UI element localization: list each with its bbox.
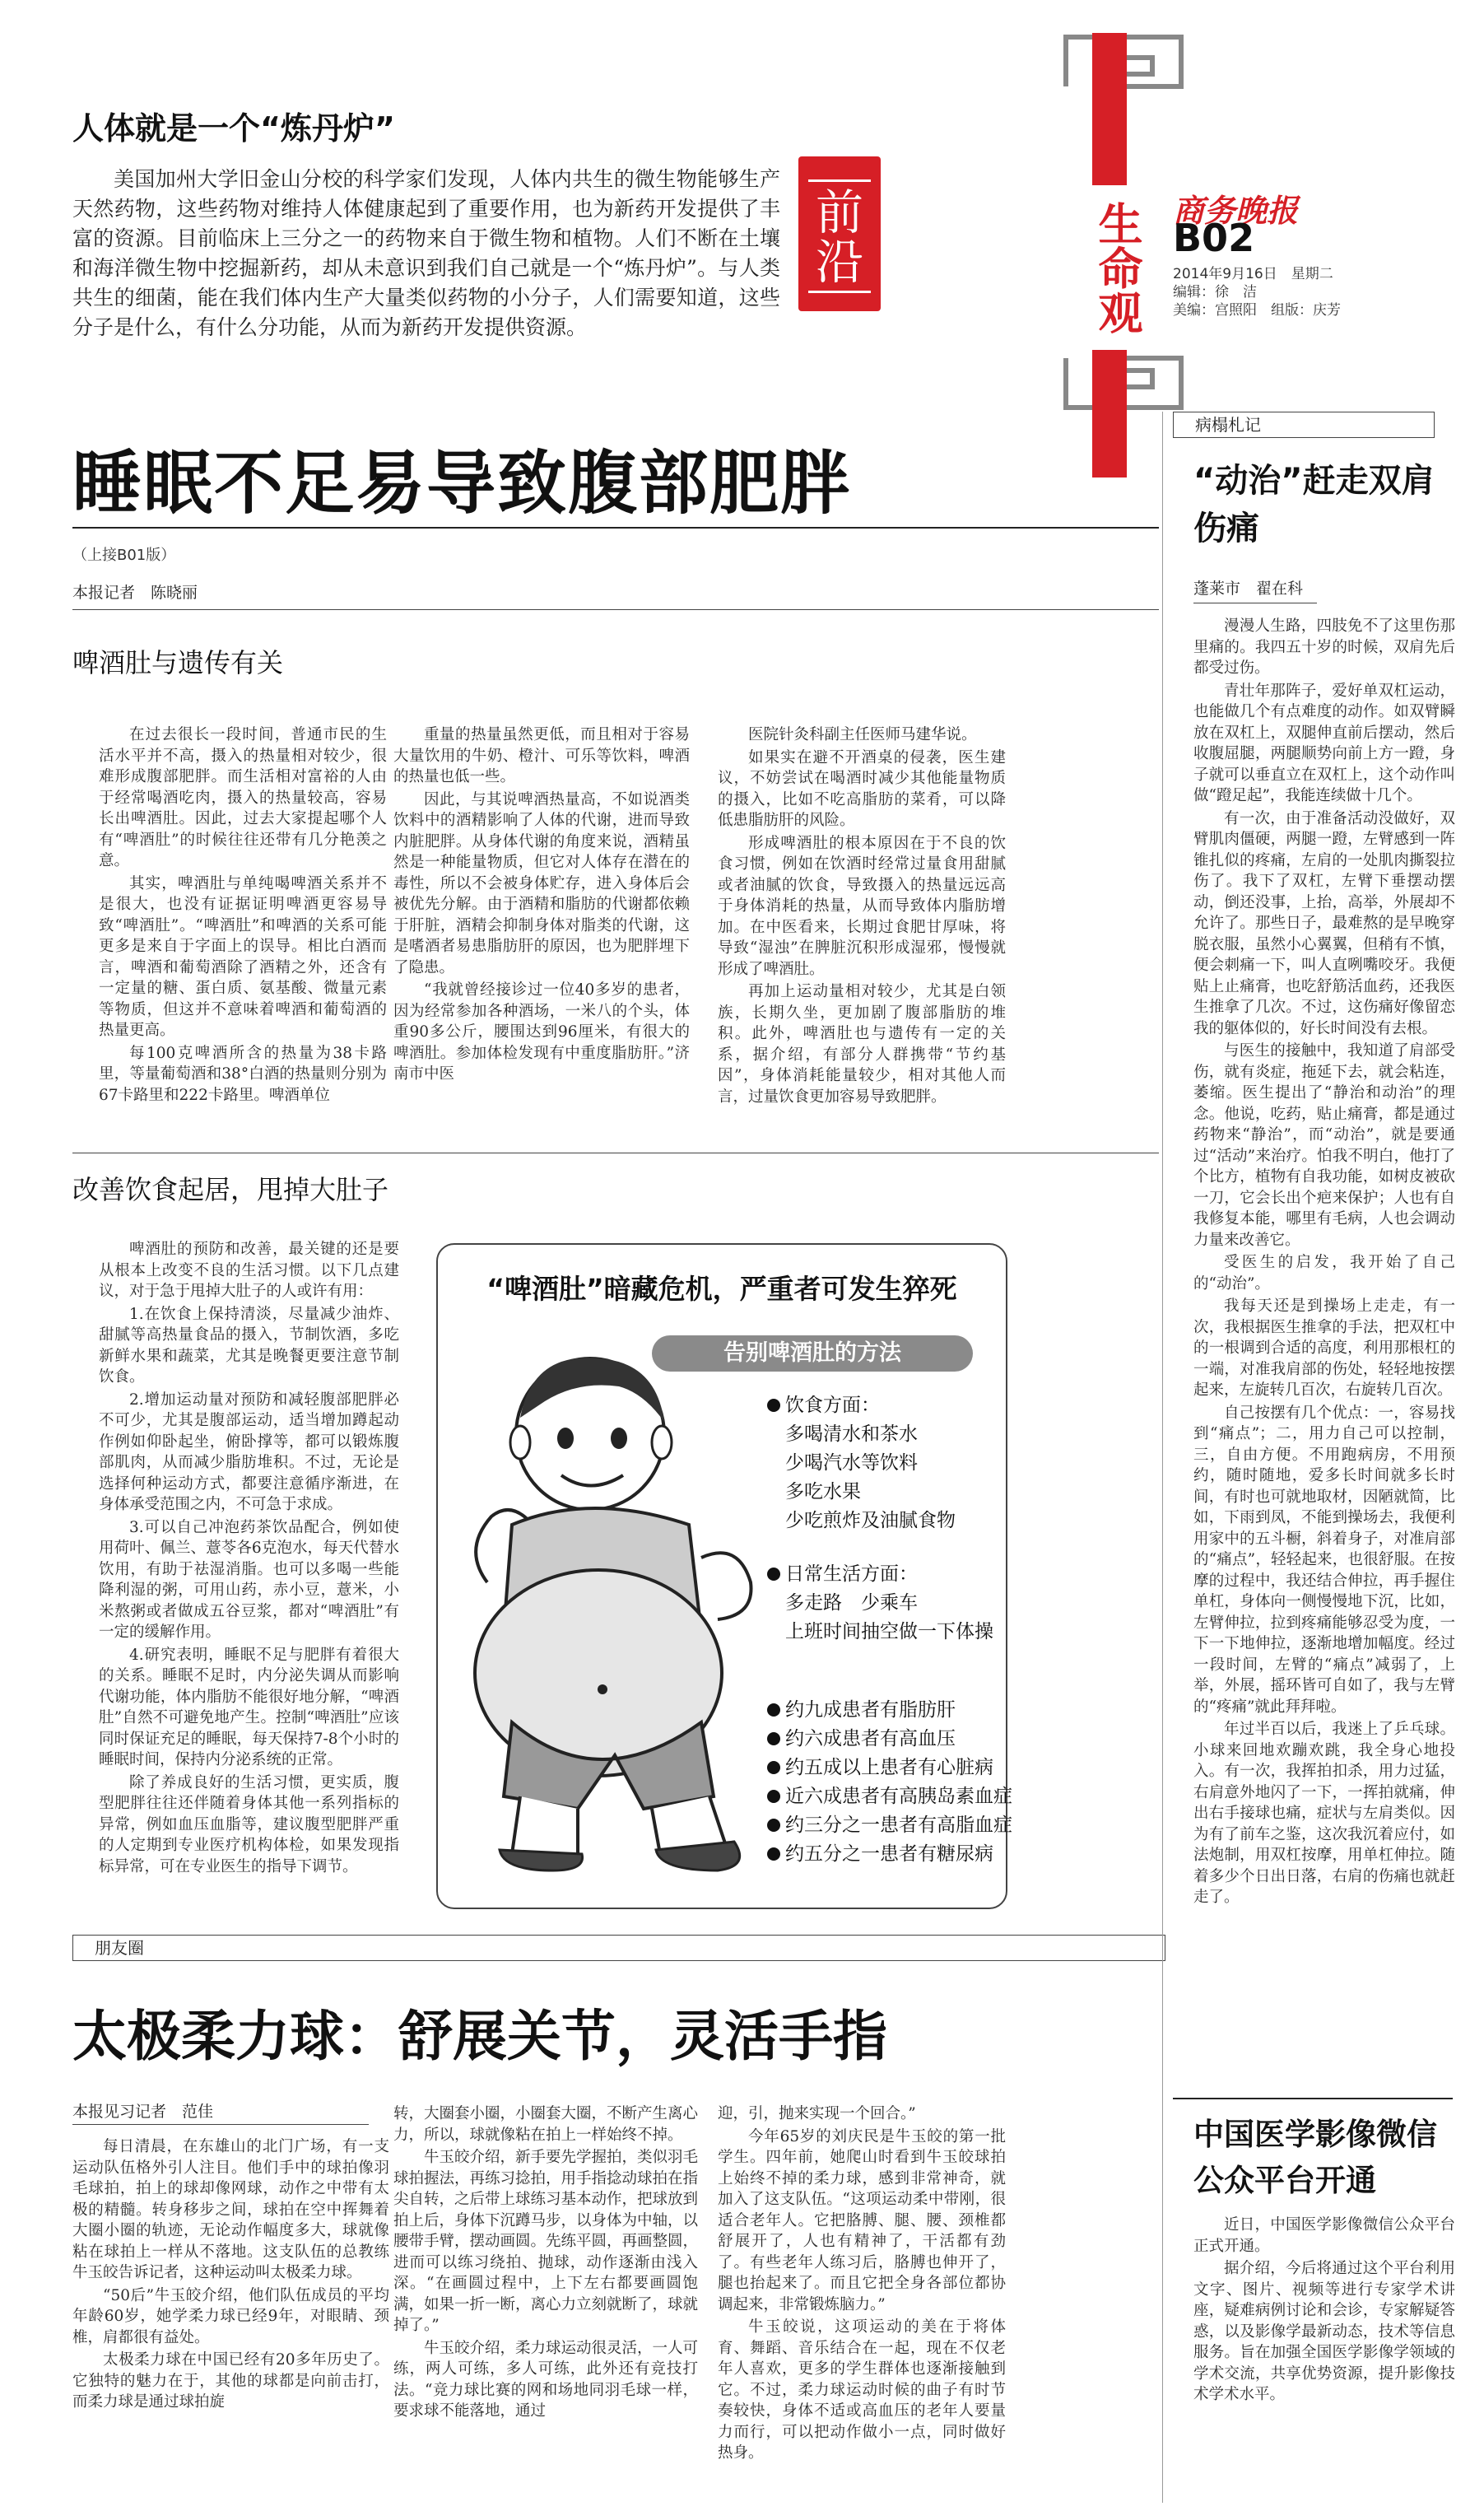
issue-date: 2014年9月16日 星期二: [1173, 266, 1333, 282]
article-column-3: [718, 724, 1006, 1153]
paragraph: 受医生的启发，我开始了自己的“动治”。: [1193, 1254, 1455, 1293]
risk-item: 约三分之一患者有高脂血症: [767, 1813, 1012, 1838]
paragraph: 自己按摆有几个优点：一，容易找到“痛点”；二，用力自己可以控制，三，自由方便。不用跑病房，不用预约，随时随地，爱多长时间就多长时间，有时也可就地取材，因陋就简，比如，下雨到凤，不能到操场去，我便利用家中的五斗橱，斜着身子，对准肩部的“痛点”，轻轻起来，也很舒服。在按摩的过程中，我还结合伸拉，再手握住单杠，身体向一侧慢慢地下沉，比如，左臂伸拉，拉到疼痛能够忍受为度，一下一下地伸拉，逐渐地增加幅度。经过一段时间，左臂的“痛点”减弱了，上举，外展，摇环皆可自如了，我与左臂的“疼痛”就此拜拜啦。: [1193, 1404, 1455, 1716]
byline-rule: [72, 609, 1159, 610]
taiji-column-2: [393, 2103, 698, 2499]
news-text: [1193, 2215, 1455, 2495]
infographic-pill: 告别啤酒肚的方法: [652, 1335, 973, 1372]
taiji-column-3: [718, 2103, 1006, 2499]
right-byline: 蓬莱市 翟在科: [1193, 580, 1304, 598]
paragraph: “50后”牛玉皎介绍，他们队伍成员的平均年龄60岁，她学柔力球已经9年，对眼睛、颈椎，肩都很有益处。: [72, 2286, 389, 2346]
right-headline: [1193, 457, 1440, 552]
paragraph: 每100克啤酒所含的热量为38卡路里，等量葡萄酒和38°白酒的热量则分别为67卡路里和222卡路里。啤酒单位: [99, 1044, 387, 1104]
paragraph: 转，大圈套小圈，小圈套大圈，不断产生离心力，所以，球就像粘在拍上一样始终不掉。: [393, 2105, 698, 2144]
article-column-4: [99, 1239, 399, 1914]
paragraph: 迎，引，抛来实现一个回合。”: [718, 2105, 916, 2122]
section-name: 生命观: [1085, 185, 1142, 350]
infographic-box: [436, 1243, 1012, 1909]
paragraph: 每日清晨，在东雄山的北门广场，有一支运动队伍格外引人注目。他们手中的球拍像羽毛球拍，拍上的球却像网球，动作之中带有太极的精髓。转身移步之间，球拍在空中挥舞着大圈小圈的轨迹，无论动作幅度多大，球就像粘在球拍上一样从不落地。这支队伍的总教练牛玉皎告诉记者，这种运动叫太极柔力球。: [72, 2138, 389, 2281]
intro-paragraph: 美国加州大学旧金山分校的科学家们发现，人体内共生的微生物能够生产天然药物，这些药物对维持人体健康起到了重要作用，也为新药开发提供了丰富的资源。目前临床上三分之一的药物来自于微生物和植物。人们不断在土壤和海洋微生物中挖掘新药，却从未意识到我们自己就是一个“炼丹炉”。与人类共生的细菌，能在我们体内生产大量类似药物的小分子，人们需要知道，这些分子是什么，有什么分功能，从而为新药开发提供资源。: [72, 167, 780, 339]
paragraph: 牛玉皎介绍，新手要先学握拍，类似羽毛球拍握法，再练习捻拍，用手指捻动球拍在指尖自转，之后带上球练习基本动作，把球放到拍上后，身体下沉蹲马步，以身体为中轴，以腰带手臂，摆动画圆。先练平圆，再画整圆，进而可以练习绕拍、抛球，动作逐渐由浅入深。“在画圆过程中，上下左右都要画圆饱满，如果一折一断，离心力立刻就断了，球就掉了。”: [393, 2149, 698, 2334]
diet-item: 多吃水果: [785, 1481, 861, 1502]
life-item: 多走路 少乘车: [785, 1592, 918, 1614]
taiji-headline: 太极柔力球：舒展关节，灵活手指: [72, 2005, 887, 2068]
paragraph: 牛玉皎介绍，柔力球运动很灵活，一人可练，两人可练，多人可练，此外还有竞技打法。“竞力球比赛的网和场地同羽毛球一样，要求球不能落地，通过: [393, 2339, 698, 2420]
right-news-rule: [1173, 2098, 1453, 2099]
news-headline-text: 中国医学影像微信公众平台开通: [1193, 2117, 1437, 2198]
paragraph: 1.在饮食上保持清淡，尽量减少油炸、甜腻等高热量食品的摄入，节制饮酒，多吃新鲜水果和蔬菜，尤其是晚餐更要注意节制饮食。: [99, 1305, 399, 1386]
diet-item: 少吃煎炸及油腻食物: [785, 1510, 956, 1531]
paragraph: “我就曾经接诊过一位40多岁的患者，因为经常参加各种酒场，一米八的个头，体重90多公斤，腰围达到96厘米，有很大的啤酒肚。参加体检发现有中重度脂肪肝。”济南市中医: [393, 981, 690, 1083]
paragraph: 我每天还是到操场上走走，有一次，我根据医生推拿的手法，把双杠中的一根调到合适的高度，利用那根杠的一端，对准我肩部的伤处，轻轻地按摆起来，左旋转几百次，右旋转几百次。: [1193, 1297, 1455, 1399]
newspaper-logo: 商务晚报: [1173, 192, 1299, 229]
byline: 本报记者 陈晓丽: [72, 584, 198, 602]
paragraph: 漫漫人生路，四肢免不了这里伤那里痛的。我四五十岁的时候，双肩先后都受过伤。: [1193, 617, 1455, 677]
paragraph: 太极柔力球在中国已经有20多年历史了。它独特的魅力在于，其他的球都是向前击打，而柔力球是通过球拍旋: [72, 2351, 389, 2411]
article-column-1: [99, 724, 387, 1153]
taiji-byline: 本报见习记者 范佳: [72, 2103, 214, 2121]
paragraph: 2.增加运动量对预防和减轻腹部肥胖必不可少，尤其是腹部运动，适当增加蹲起动作例如仰卧起坐，俯卧撑等，都可以锻炼腹部肌肉，从而减少脂肪堆积。不过，无论是选择何种运动方式，都要注意循序渐进，在身体承受范围之内，不可急于求成。: [99, 1391, 399, 1513]
section-seal: [798, 156, 881, 311]
paragraph: 啤酒肚的预防和改善，最关键的还是要从根本上改变不良的生活习惯。以下几点建议，对于急于甩掉大肚子的人或许有用：: [99, 1241, 399, 1300]
subheading-beer-belly: 啤酒肚与遗传有关: [72, 647, 284, 678]
risk-item: 近六成患者有高胰岛素血症: [767, 1784, 1012, 1809]
seal-char-2: 沿: [815, 234, 863, 290]
life-heading: 日常生活方面：: [767, 1562, 918, 1586]
intro-text: [72, 165, 780, 342]
paragraph: 有一次，由于准备活动没做好，双臂肌肉僵硬，两腿一蹬，左臂感到一阵锥扎似的疼痛，左肩的一处肌肉撕裂拉伤了。我下了双杠，左臂下垂摆动摆动，倒还没事，上抬，高举，外展却不允许了。那些日子，最难熬的是早晚穿脱衣服，虽然小心翼翼，但稍有不慎，便会刺痛一下，叫人直咧嘴咬牙。我便贴上止痛膏，也吃舒筋活血药，还我医生推拿了几次。不过，这伤痛好像留恋我的躯体似的，好长时间没有去根。: [1193, 809, 1455, 1037]
risk-item: 约六成患者有高血压: [767, 1726, 956, 1751]
paragraph: 再加上运动量相对较少，尤其是白领族，长期久坐，更加剧了腹部脂肪的堆积。此外，啤酒肚也与遗传有一定的关系，据介绍，有部分人群携带“节约基因”，身体消耗能量较少，相对其他人而言，过量饮食更加容易导致肥胖。: [718, 983, 1006, 1106]
news-headline: [1193, 2112, 1465, 2204]
right-column-text: [1193, 616, 1455, 2098]
article-column-2: [393, 724, 690, 1153]
paragraph: 如果实在避不开酒桌的侵袭，医生建议，不妨尝试在喝酒时减少其他能量物质的摄入，比如不吃高脂肪的菜肴，可以降低患脂肪肝的风险。: [718, 748, 1006, 829]
continued-note: （上接B01版）: [72, 547, 176, 564]
paragraph: 重量的热量虽然更低，而且相对于容易大量饮用的牛奶、橙汁、可乐等饮料，啤酒的热量也低一些。: [393, 726, 690, 785]
beer-belly-illustration: [454, 1335, 808, 1879]
paragraph: 近日，中国医学影像微信公众平台正式开通。: [1193, 2216, 1455, 2255]
paragraph: 年过半百以后，我迷上了乒乓球。小球来回地欢蹦欢跳，我全身心地投入。有一次，我挥拍扣杀，用力过猛，右肩意外地闪了一下，一挥拍就痛，伸出右手接球也痛，症状与左肩类似。因为有了前车之鉴，这次我沉着应付，如法炮制，用双杠按摩，用单杠伸拉。随着多少个日出日落，右肩的伤痛也就赶走了。: [1193, 1721, 1455, 1906]
tag-sickbed-notes: 病榻札记: [1173, 412, 1435, 438]
page-number: B02: [1173, 216, 1255, 260]
taiji-column-1: [72, 2136, 389, 2499]
diet-heading: 饮食方面：: [767, 1393, 880, 1418]
diet-item: 多喝清水和茶水: [785, 1423, 918, 1445]
editor-credit: 编辑：徐 洁: [1173, 284, 1257, 300]
paragraph: 医院针灸科副主任医师马建华说。: [748, 726, 977, 743]
paragraph: 今年65岁的刘庆民是牛玉皎的第一批学生。四年前，她爬山时看到牛玉皎球拍上始终不掉的柔力球，感到非常神奇，就加入了这支队伍。“这项运动柔中带刚，很适合老年人。它把胳膊、腿、腰、颈椎都舒展开了，人也有精神了，干活都有劲了。有些老年人练习后，胳膊也伸开了，腿也抬起来了。而且它把全身各部位都协调起来，非常锻炼脑力。”: [718, 2127, 1006, 2313]
paragraph: 在过去很长一段时间，普通市民的生活水平并不高，摄入的热量相对较少，很难形成腹部肥胖。而生活相对富裕的人由于经常喝酒吃肉，摄入的热量较高，容易长出啤酒肚。因此，过去大家提起哪个人有“啤酒肚”的时候往往还带有几分艳羡之意。: [99, 726, 387, 869]
right-headline-text: “动治”赶走双肩伤痛: [1193, 462, 1435, 547]
paragraph: 因此，与其说啤酒热量高，不如说酒类饮料中的酒精影响了人体的代谢，进而导致内脏肥胖。从身体代谢的角度来说，酒精虽然是一种能量物质，但它对人体存在潜在的毒性，所以不会被身体贮存，进入身体后会被优先分解。由于酒精和脂肪的代谢都依赖于肝脏，酒精会抑制身体对脂类的代谢，这是嗜酒者易患脂肪肝的原因，也为肥胖埋下了隐患。: [393, 790, 690, 976]
risk-item: 约五成以上患者有心脏病: [767, 1755, 993, 1780]
infographic-title: “啤酒肚”暗藏危机，严重者可发生猝死: [486, 1273, 957, 1305]
paragraph: 青壮年那阵子，爱好单双杠运动，也能做几个有点难度的动作。如双臂瞬放在双杠上，双腿伸直前后摆动，然后收腹屈腿，两腿顺势向前上方一蹬，身子就可以垂直立在双杠上，这个动作叫做“蹬足起”，我能连续做十几个。: [1193, 682, 1455, 804]
right-column-divider: [1162, 412, 1163, 2503]
taiji-rule: [72, 2124, 369, 2125]
paragraph: 除了养成良好的生活习惯，更实质，腹型肥胖往往还伴随着身体其他一系列指标的异常，例如血压血脂等，建议腹型肥胖严重的人定期到专业医疗机构体检，如果发现指标异常，可在专业医生的指导下调节。: [99, 1773, 399, 1875]
life-item: 上班时间抽空做一下体操: [785, 1621, 993, 1642]
paragraph: 与医生的接触中，我知道了肩部受伤，就有炎症，拖延下去，就会粘连，萎缩。医生提出了“静治和动治”的理念。他说，吃药，贴止痛膏，都是通过药物来“静治”，而“动治”，就是要通过“活动”来治疗。怕我不明白，他打了个比方，植物有自我功能，如树皮被砍一刀，它会长出个疤来保护；人也有自我修复本能，哪里有毛病，人也会调动力量来改善它。: [1193, 1042, 1455, 1249]
diet-item: 少喝汽水等饮料: [785, 1452, 918, 1474]
paragraph: 其实，啤酒肚与单纯喝啤酒关系并不是很大，也没有证据证明啤酒更容易导致“啤酒肚”。“啤酒肚”和啤酒的关系可能更多是来自于字面上的误导。相比白酒而言，啤酒和葡萄酒除了酒精之外，还含有一定量的糖、蛋白质、氨基酸、微量元素等物质，但这并不意味着啤酒和葡萄酒的热量更高。: [99, 874, 387, 1039]
paragraph: 牛玉皎说，这项运动的美在于将体育、舞蹈、音乐结合在一起，现在不仅老年人喜欢，更多的学生群体也逐渐接触到它。不过，柔力球运动时候的曲子有时节奏较快，身体不适或高血压的老年人要量力而行，可以把动作做小一点，同时做好热身。: [718, 2318, 1006, 2462]
tag-friends-circle: 朋友圈: [72, 1935, 1165, 1961]
paragraph: 形成啤酒肚的根本原因在于不良的饮食习惯，例如在饮酒时经常过量食用甜腻或者油腻的饮食，导致摄入的热量远远高于身体消耗的热量，从而导致体内脂肪增加。在中医看来，长期过食肥甘厚味，将导致“湿浊”在脾脏沉积形成湿邪，慢慢就形成了啤酒肚。: [718, 834, 1006, 978]
seal-char-1: 前: [815, 184, 863, 240]
intro-title: 人体就是一个“炼丹炉”: [72, 110, 395, 147]
subheading-diet: 改善饮食起居，甩掉大肚子: [72, 1174, 389, 1205]
paragraph: 据介绍，今后将通过这个平台利用文字、图片、视频等进行专家学术讲座，疑难病例讨论和会诊，专家解疑答惑，以及影像学最新动态，技术等信息服务。旨在加强全国医学影像学领域的学术交流，共享优势资源，提升影像技术学术水平。: [1193, 2260, 1455, 2403]
risk-item: 约九成患者有脂肪肝: [767, 1698, 956, 1722]
paragraph: 4.研究表明，睡眠不足与肥胖有着很大的关系。睡眠不足时，内分泌失调从而影响代谢功能，体内脂肪不能很好地分解，“啤酒肚”自然不可避免地产生。控制“啤酒肚”应该同时保证充足的睡眠，每天保持7-8个小时的睡眠时间，保持内分泌系统的正常。: [99, 1646, 399, 1768]
paragraph: 3.可以自己冲泡药茶饮品配合，例如使用荷叶、佩兰、薏苓各6克泡水，每天代替水饮用，有助于祛湿消脂。也可以多喝一些能降利湿的粥，可用山药，赤小豆，薏米，小米熬粥或者做成五谷豆浆，都对“啤酒肚”有一定的缓解作用。: [99, 1518, 399, 1641]
headline-rule: [72, 527, 1159, 529]
risk-item: 约五分之一患者有糖尿病: [767, 1842, 993, 1866]
main-headline: 睡眠不足易导致腹部肥胖: [72, 443, 852, 524]
designer-credit: 美编：宫照阳 组版：庆芳: [1173, 302, 1341, 319]
